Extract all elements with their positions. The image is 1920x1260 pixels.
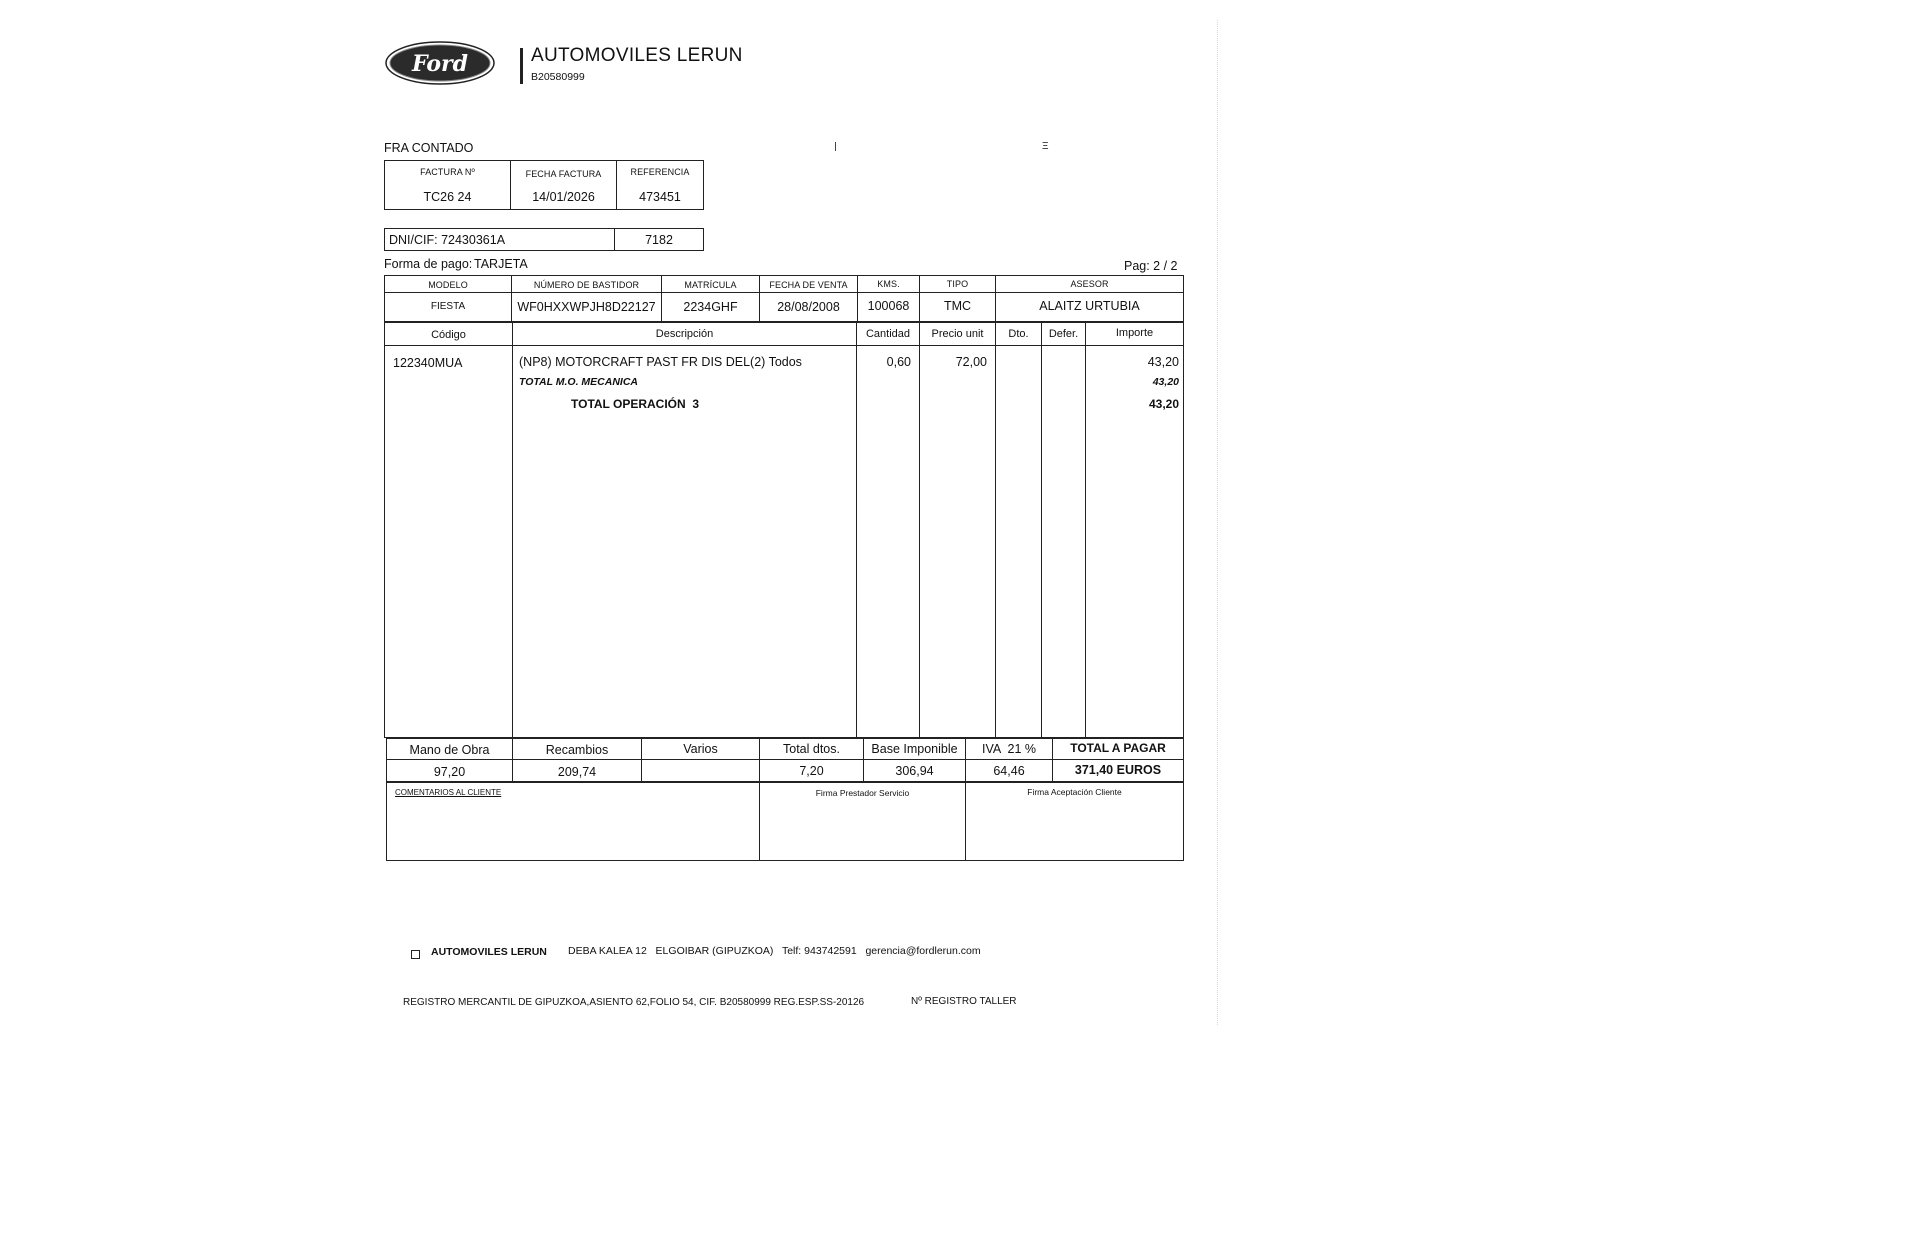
mano-obra-value: 97,20 xyxy=(433,765,466,779)
codigo-header: Código xyxy=(431,329,466,341)
totals-table xyxy=(386,738,1184,783)
company-cif: B20580999 xyxy=(531,71,585,83)
base-imponible-label: Base Imponible xyxy=(871,742,958,756)
scan-mark: Ξ xyxy=(1042,141,1049,152)
importe-header: Importe xyxy=(1115,327,1154,339)
tipo-header: TIPO xyxy=(946,279,969,289)
precio-header: Precio unit xyxy=(931,328,984,340)
dni-cif: DNI/CIF: 72430361A xyxy=(389,233,506,247)
comentarios-label: COMENTARIOS AL CLIENTE xyxy=(395,788,502,797)
asesor-header: ASESOR xyxy=(1070,279,1109,289)
scan-mark xyxy=(835,142,836,151)
invoice-id-box xyxy=(384,160,704,210)
invoice-type: FRA CONTADO xyxy=(384,141,474,155)
firma-cliente-label: Firma Aceptación Cliente xyxy=(1027,787,1122,797)
footer-registro-taller: Nº REGISTRO TALLER xyxy=(911,996,1017,1007)
fecha-venta-value: 28/08/2008 xyxy=(777,300,840,314)
checkbox-icon xyxy=(411,950,420,959)
ford-logo xyxy=(384,40,496,86)
matricula-value: 2234GHF xyxy=(683,300,738,314)
fecha-venta-header: FECHA DE VENTA xyxy=(769,280,848,290)
cantidad-header: Cantidad xyxy=(865,328,911,340)
vehicle-table xyxy=(384,275,1184,323)
client-code: 7182 xyxy=(645,233,673,247)
payment-value: TARJETA xyxy=(474,257,528,271)
recambios-label: Recambios xyxy=(545,743,609,757)
item-codigo: 122340MUA xyxy=(393,356,463,370)
ford-logo-text: Ford xyxy=(411,51,469,77)
asesor-value: ALAITZ URTUBIA xyxy=(1039,299,1140,313)
iva-label: IVA 21 % xyxy=(982,742,1036,756)
referencia-value: 473451 xyxy=(639,190,681,204)
item-descripcion: (NP8) MOTORCRAFT PAST FR DIS DEL(2) Todos xyxy=(519,355,802,369)
page-number: Pag: 2 / 2 xyxy=(1124,259,1178,273)
dto-header: Dto. xyxy=(1008,328,1029,340)
header-divider xyxy=(520,48,523,84)
factura-value: TC26 24 xyxy=(423,190,472,204)
recambios-value: 209,74 xyxy=(557,765,597,779)
fecha-factura-value: 14/01/2026 xyxy=(532,190,595,204)
footer-registry: REGISTRO MERCANTIL DE GIPUZKOA,ASIENTO 62,FOLIO 54, CIF. B20580999 REG.ESP.SS-20126 xyxy=(403,997,865,1008)
signatures-box xyxy=(386,781,1184,861)
iva-value: 64,46 xyxy=(993,764,1025,778)
total-mo-label: TOTAL M.O. MECANICA xyxy=(519,376,638,388)
total-pagar-value: 371,40 EUROS xyxy=(1074,763,1162,777)
varios-label: Varios xyxy=(683,742,718,756)
referencia-label: REFERENCIA xyxy=(630,167,690,177)
total-dtos-value: 7,20 xyxy=(799,764,824,778)
descripcion-header: Descripción xyxy=(655,328,714,340)
total-operacion-label: TOTAL OPERACIÓN 3 xyxy=(571,397,700,411)
bastidor-value: WF0HXXWPJH8D22127 xyxy=(517,300,656,314)
total-mo-value: 43,20 xyxy=(1152,376,1179,388)
modelo-header: MODELO xyxy=(428,280,468,290)
mano-obra-label: Mano de Obra xyxy=(409,743,490,757)
item-precio: 72,00 xyxy=(955,355,987,369)
page-edge xyxy=(1217,20,1218,1025)
payment-label: Forma de pago: xyxy=(384,257,473,271)
firma-prestador-label: Firma Prestador Servicio xyxy=(815,788,910,798)
total-dtos-label: Total dtos. xyxy=(783,742,840,756)
total-pagar-label: TOTAL A PAGAR xyxy=(1070,741,1166,755)
lines-table xyxy=(384,321,1184,738)
total-operacion-value: 43,20 xyxy=(1148,397,1179,411)
base-imponible-value: 306,94 xyxy=(895,764,934,778)
bastidor-header: NÚMERO DE BASTIDOR xyxy=(533,280,640,290)
footer-address: DEBA KALEA 12 ELGOIBAR (GIPUZKOA) Telf: 943742591 gerencia@fordlerun.com xyxy=(568,945,981,957)
matricula-header: MATRÍCULA xyxy=(684,280,737,290)
company-name: AUTOMOVILES LERUN xyxy=(531,45,743,66)
kms-value: 100068 xyxy=(867,299,910,313)
footer-company: AUTOMOVILES LERUN xyxy=(431,946,547,958)
defer-header: Defer. xyxy=(1048,328,1079,340)
item-importe: 43,20 xyxy=(1147,355,1179,369)
kms-header: KMS. xyxy=(877,279,900,289)
item-cantidad: 0,60 xyxy=(886,355,911,369)
modelo-value: FIESTA xyxy=(430,301,466,312)
fecha-factura-label: FECHA FACTURA xyxy=(525,169,602,179)
tipo-value: TMC xyxy=(943,299,972,313)
factura-label: FACTURA Nº xyxy=(420,167,475,177)
client-id-box xyxy=(384,228,704,251)
